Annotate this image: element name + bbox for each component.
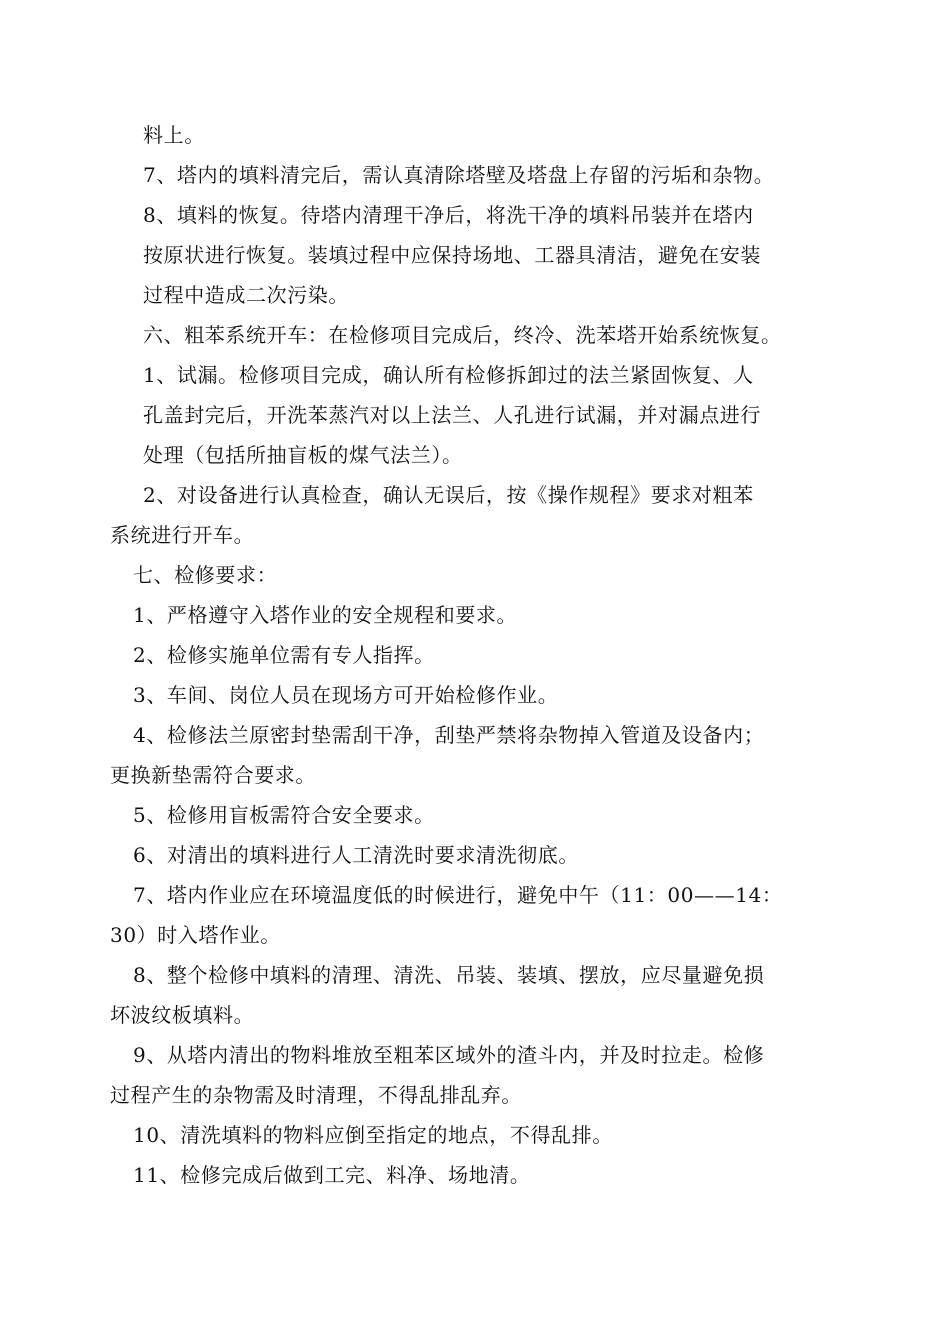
text-line: 坏波纹板填料。 (110, 1003, 255, 1027)
list-item: 5、检修用盲板需符合安全要求。 (133, 803, 435, 827)
text-line: 30）时入塔作业。 (110, 923, 281, 947)
text-line: 孔盖封完后，开洗苯蒸汽对以上法兰、人孔进行试漏，并对漏点进行 (143, 403, 761, 427)
text-line: 1、试漏。检修项目完成，确认所有检修拆卸过的法兰紧固恢复、人 (143, 363, 754, 387)
text-line: 2、对设备进行认真检查，确认无误后，按《操作规程》要求对粗苯 (143, 483, 754, 507)
text-line: 更换新垫需符合要求。 (110, 763, 316, 787)
text-line: 处理（包括所抽盲板的煤气法兰）。 (143, 443, 463, 467)
text-line: 料上。 (143, 123, 205, 147)
list-item: 6、对清出的填料进行人工清洗时要求清洗彻底。 (133, 843, 579, 867)
section-heading: 七、检修要求： (133, 563, 278, 587)
list-item: 3、车间、岗位人员在现场方可开始检修作业。 (133, 683, 559, 707)
text-line: 系统进行开车。 (110, 523, 255, 547)
list-item: 4、检修法兰原密封垫需刮干净，刮垫严禁将杂物掉入管道及设备内； (133, 723, 765, 747)
section-heading: 六、粗苯系统开车：在检修项目完成后，终冷、洗苯塔开始系统恢复。 (143, 323, 782, 347)
list-item: 7、塔内作业应在环境温度低的时候进行，避免中午（11：00——14： (133, 883, 783, 907)
list-item: 8、整个检修中填料的清理、清洗、吊装、装填、摆放，应尽量避免损 (133, 963, 765, 987)
text-line: 8、填料的恢复。待塔内清理干净后，将洗干净的填料吊装并在塔内 (143, 203, 754, 227)
text-line: 过程产生的杂物需及时清理，不得乱排乱弃。 (110, 1083, 522, 1107)
list-item: 1、严格遵守入塔作业的安全规程和要求。 (133, 603, 518, 627)
text-line: 7、塔内的填料清完后，需认真清除塔壁及塔盘上存留的污垢和杂物。 (143, 163, 775, 187)
text-line: 按原状进行恢复。装填过程中应保持场地、工器具清洁，避免在安装 (143, 243, 761, 267)
list-item: 11、检修完成后做到工完、料净、场地清。 (133, 1163, 531, 1187)
list-item: 10、清洗填料的物料应倒至指定的地点，不得乱排。 (133, 1123, 613, 1147)
text-line: 过程中造成二次污染。 (143, 283, 349, 307)
list-item: 9、从塔内清出的物料堆放至粗苯区域外的渣斗内，并及时拉走。检修 (133, 1043, 765, 1067)
list-item: 2、检修实施单位需有专人指挥。 (133, 643, 435, 667)
